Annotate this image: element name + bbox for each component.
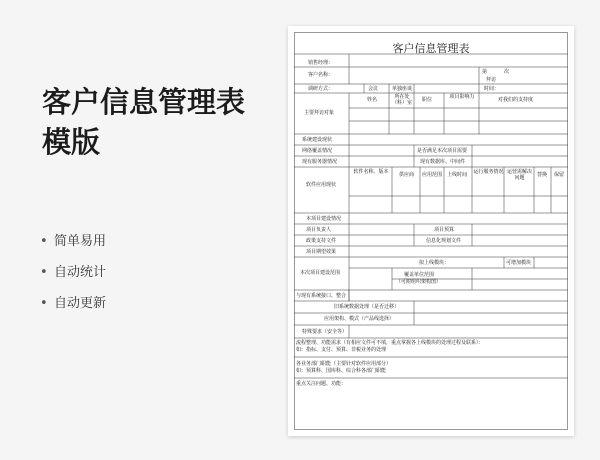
label-meet-needs: 是否满足本次项目需要 [417, 148, 468, 154]
label-method: 调研方式： [308, 86, 334, 92]
label-main-contacts: 主要拜访对象 [304, 110, 335, 116]
label-budget: 项目预算 [434, 227, 455, 233]
label-network: 网络覆盖情况 [302, 148, 333, 154]
label-time: 时间： [484, 86, 500, 92]
label-visit: 拜访 [486, 77, 497, 83]
customer-info-form [294, 32, 568, 430]
feature-item [40, 263, 106, 294]
label-departments-example: 如：预算科、国库科、综合科各部门职能 [296, 368, 387, 374]
bullet-icon: • [40, 296, 48, 311]
label-project-status: 本项目建设情况 [306, 216, 342, 222]
label-it-plan: 信息化规划文件 [426, 238, 462, 244]
label-coverage: 覆盖单位范围 [404, 272, 435, 278]
feature-label: 自动更新 [54, 296, 107, 311]
label-manager: 销售经理： [308, 60, 334, 66]
form-title: 客户信息管理表 [392, 42, 470, 55]
label-legacy: 旧系统数据处理（是否迁移） [334, 304, 400, 310]
label-times-suffix: 次 [504, 69, 510, 75]
label-modules: 拟上线模块： [419, 260, 450, 266]
feature-item [40, 232, 106, 263]
label-expect: 项目期望效果 [306, 249, 337, 255]
label-flow: 流程整理、功能需求（有相应文件可不填，重点掌握各上线模块的处理过程及联系）： [296, 340, 484, 346]
label-departments: 各业务部门职能（主要针对软件应用部分） [296, 361, 392, 367]
label-org-chart: （可附组织架构图） [396, 279, 442, 285]
col-vendor: 供应商 [399, 172, 415, 178]
col-issues: 运营需解决问题 [506, 169, 532, 181]
feature-label: 简单易用 [54, 234, 107, 249]
col-position: 职位 [422, 97, 433, 103]
label-server: 现有服务器情况 [302, 159, 338, 165]
form-preview-paper[interactable] [288, 26, 574, 436]
label-sys-status: 系统建设现状 [302, 137, 333, 143]
label-software-status: 软件应用现状 [306, 182, 337, 188]
bullet-icon: • [40, 265, 48, 280]
label-interfaces: 与现有系统接口、整合 [296, 293, 347, 299]
col-attitude: 对我们的支持度 [498, 97, 534, 103]
label-special: 特殊要求（安全等） [302, 329, 348, 335]
col-software: 软件名称、版本 [353, 169, 389, 175]
col-influence: 项目影响力 [449, 94, 475, 100]
label-flow-example: 如：指标、支付、预算、非税业务的处理 [296, 347, 387, 353]
label-meeting: 会议 [368, 86, 379, 92]
label-times-prefix: 第 [482, 69, 488, 75]
col-replace: 替换 [537, 172, 548, 178]
page-title-block [42, 82, 272, 162]
label-customer-name: 客户名称： [308, 72, 334, 78]
label-single-talk: 单独座谈 [392, 86, 413, 92]
col-scope: 应用范围 [422, 172, 443, 178]
col-name: 姓名 [367, 97, 378, 103]
feature-item [40, 294, 106, 325]
feature-list [40, 232, 106, 325]
col-dept: 所在处（科）室 [391, 94, 412, 106]
label-policy: 政策支持文件 [306, 238, 337, 244]
label-db-middleware: 现有数据库、中间件 [420, 159, 466, 165]
label-app-pattern: 应用架构、模式（产品线选择） [324, 316, 395, 322]
col-ops: 运行服务情况 [473, 169, 504, 175]
label-project-lead: 项目负责人 [306, 227, 332, 233]
page-title: 客户信息管理表模版 [42, 85, 246, 159]
label-addable: 可增加模块 [506, 260, 532, 266]
bullet-icon: • [40, 234, 48, 249]
col-online: 上线时间 [447, 172, 468, 178]
col-keep: 保留 [554, 172, 565, 178]
label-scope: 本次项目建设范围 [300, 270, 341, 276]
feature-label: 自动统计 [54, 265, 107, 280]
label-focus: 重点关注问题、功能： [296, 381, 347, 387]
